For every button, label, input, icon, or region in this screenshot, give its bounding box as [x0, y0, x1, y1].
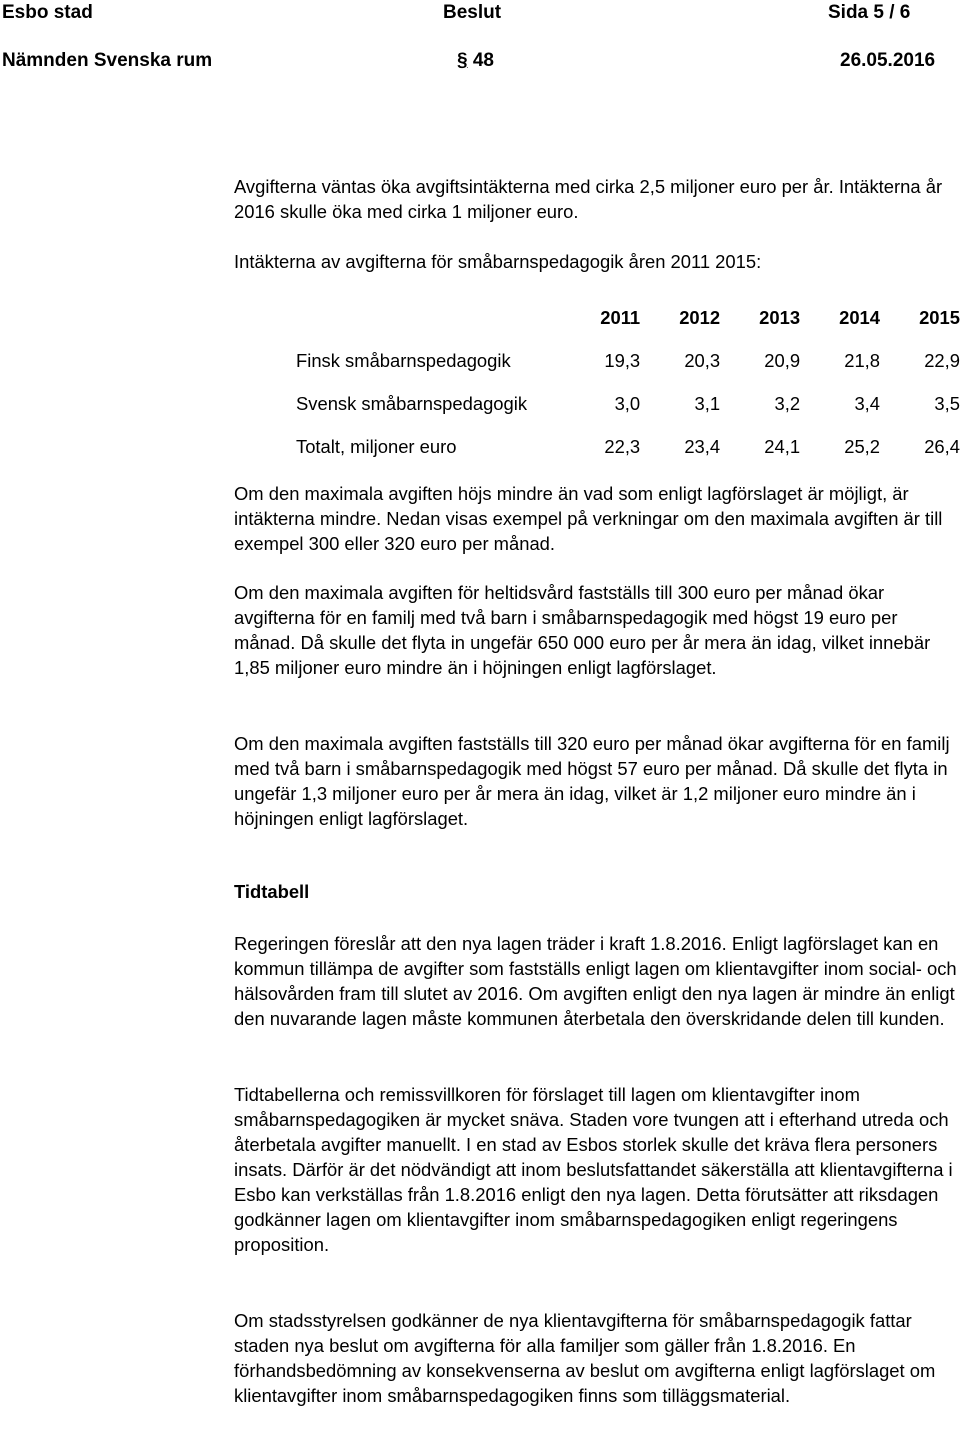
year-header: 2011: [600, 306, 641, 328]
table-row: [290, 339, 960, 382]
table-cell: 3,5: [934, 392, 960, 414]
paragraph-text: Tidtabellerna och remissvillkoren för förslaget till lagen om klientavgifter inom småbarnspedagogiken är mycket snäva. Staden vore tvungen att i efterhand utreda och återbetala avgifter manuellt. I en stad av Esbos storlek skulle det kräva flera personers insats. Därför är det nödvändigt att inom beslutsfattandet säkerställa att klientavgifterna i Esbo kan verkställas från 1.8.2016 enligt den nya lagen. Detta förutsätter att riksdagen godkänner lagen om klientavgifter inom småbarnspedagogiken enligt regeringens proposition.: [234, 1084, 953, 1255]
revenue-table: [290, 296, 960, 468]
paragraph-text: Regeringen föreslår att den nya lagen träder i kraft 1.8.2016. Enligt lagförslaget kan en kommun tillämpa de avgifter som fastställs enligt lagen om klientavgifter inom social- och hälsovården fram till slutet av 2016. Om avgiften enligt den nya lagen är mindre än enligt den nuvarande lagen måste kommunen återbetala den överskridande delen till kunden.: [234, 933, 957, 1029]
section-symbol: §: [457, 50, 468, 71]
table-corner-cell: [290, 296, 574, 339]
table-cell: 25,2: [844, 435, 881, 457]
table-caption-text: Intäkterna av avgifterna för småbarnspedagogik åren 2011 2015:: [234, 251, 762, 272]
intro-text: Avgifterna väntas öka avgiftsintäkterna med cirka 2,5 miljoner euro per år. Intäkterna år 2016 skulle öka med cirka 1 miljoner euro.: [234, 176, 943, 222]
meeting-date: 26.05.2016: [840, 50, 936, 71]
table-cell: 24,1: [764, 435, 801, 457]
intro-paragraph: [234, 174, 958, 224]
table-cell: 26,4: [924, 435, 960, 457]
year-header: 2014: [839, 306, 881, 328]
committee-name: Nämnden Svenska rum: [2, 50, 213, 71]
year-header: 2013: [759, 306, 801, 328]
section-heading: Tidtabell: [234, 881, 310, 902]
table-row: [290, 382, 960, 425]
paragraph-text: Om den maximala avgiften fastställs till 320 euro per månad ökar avgifterna för en familj med två barn i småbarnspedagogik med högst 57 euro per månad. Då skulle det flyta in ungefär 1,3 miljoner euro per år mera än idag, vilket är 1,2 miljoner euro mindre än i höjningen enligt lagförslaget.: [234, 733, 950, 829]
section-number: 48: [472, 50, 494, 71]
row-label: Totalt, miljoner euro: [296, 435, 457, 457]
table-row: [290, 425, 960, 468]
table-header-row: [290, 296, 960, 339]
row-label: Finsk småbarnspedagogik: [296, 349, 511, 371]
paragraph-schedule-timeline: [234, 1082, 958, 1257]
table-caption: [234, 249, 958, 274]
document-type: Beslut: [443, 2, 502, 23]
paragraph-320-example: [234, 731, 958, 831]
table-cell: 20,9: [764, 349, 801, 371]
table-cell: 23,4: [684, 435, 721, 457]
table-cell: 3,4: [854, 392, 881, 414]
year-header: 2012: [679, 306, 721, 328]
table-cell: 3,0: [614, 392, 641, 414]
table-cell: 19,3: [604, 349, 641, 371]
paragraph-text: Om den maximala avgiften höjs mindre än vad som enligt lagförslaget är möjligt, är intäkterna mindre. Nedan visas exempel på verkningar om den maximala avgiften är till exempel 300 eller 320 euro per månad.: [234, 483, 943, 554]
paragraph-maximum-fee: [234, 481, 958, 556]
table-cell: 22,3: [604, 435, 641, 457]
year-header: 2015: [919, 306, 960, 328]
paragraph-schedule-law: [234, 931, 958, 1031]
paragraph-text: Om stadsstyrelsen godkänner de nya klientavgifterna för småbarnspedagogik fattar staden nya beslut om avgifterna för alla familjer som gäller från 1.8.2016. En förhandsbedömning av konsekvenserna av beslut om avgifterna enligt lagförslaget om klientavgifter inom småbarnspedagogiken finns som tilläggsmaterial.: [234, 1310, 936, 1406]
paragraph-300-example: [234, 580, 958, 680]
page-number: Sida 5 / 6: [828, 2, 911, 23]
paragraph-text: Om den maximala avgiften för heltidsvård fastställs till 300 euro per månad ökar avgifterna för en familj med två barn i småbarnspedagogik med högst 19 euro per månad. Då skulle det flyta in ungefär 650 000 euro per år mera än idag, vilket innebär 1,85 miljoner euro mindre än i höjningen enligt lagförslaget.: [234, 582, 931, 678]
paragraph-schedule-decision: [234, 1308, 958, 1408]
section-reference: [457, 50, 494, 72]
table-cell: 22,9: [924, 349, 960, 371]
table-cell: 3,1: [694, 392, 721, 414]
table-cell: 3,2: [774, 392, 801, 414]
row-label: Svensk småbarnspedagogik: [296, 392, 528, 414]
city-name: Esbo stad: [2, 2, 93, 23]
table-cell: 21,8: [844, 349, 881, 371]
table-cell: 20,3: [684, 349, 721, 371]
